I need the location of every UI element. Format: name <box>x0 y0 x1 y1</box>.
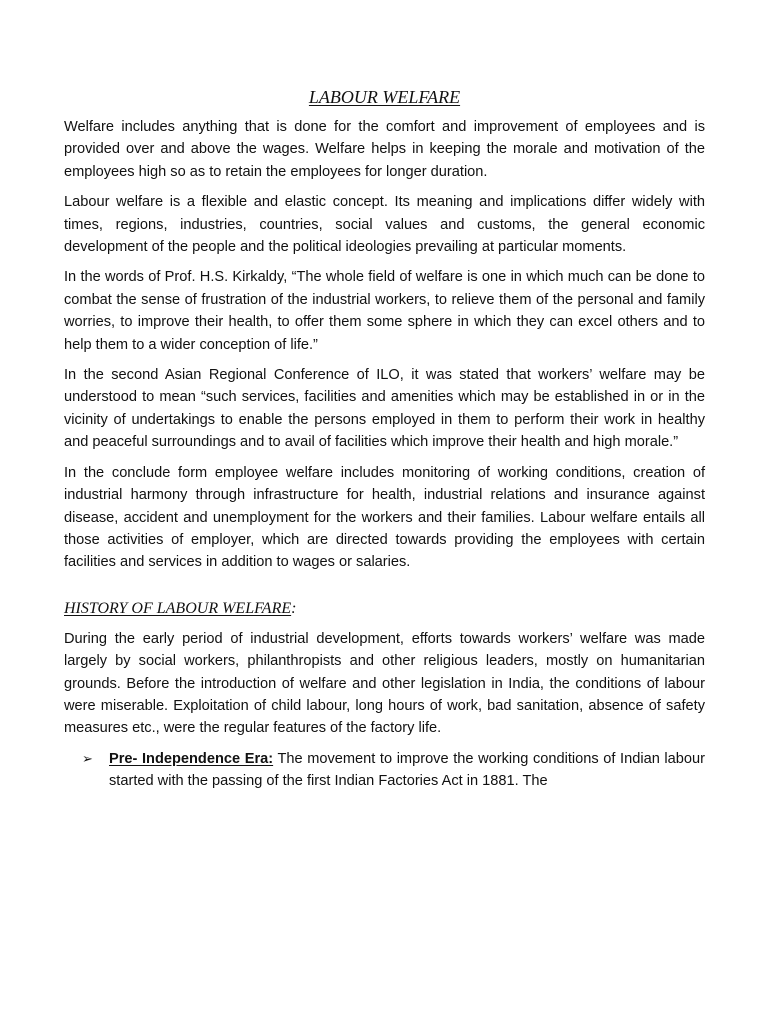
paragraph-conclusion: In the conclude form employee welfare includes monitoring of working conditions, creation of industrial harmony through infrastructure for health, industrial relations and insurance against disease, accident and unemployment for the workers and their families. Labour welfare entails all those activities of employer, which are directed towards providing the employees with certain facilities and services in addition to wages or salaries. <box>64 464 705 571</box>
paragraph-flexible-concept: Labour welfare is a flexible and elastic concept. Its meaning and implications differ widely with times, regions, industries, countries, social values and customs, the general economic development of the people and the political ideologies prevailing at particular moments. <box>64 194 705 256</box>
bullet-pre-independence <box>64 748 705 793</box>
history-heading-text: HISTORY OF LABOUR WELFARE <box>64 599 292 617</box>
arrow-bullet-icon: ➢ <box>82 750 93 766</box>
paragraph-kirkaldy-quote: In the words of Prof. H.S. Kirkaldy, “The whole field of welfare is one in which much can be done to combat the sense of frustration of the industrial workers, to relieve them of the personal and family worries, to improve their health, to offer them some sphere in which they can excel others and to help them to a wider conception of life.” <box>64 269 705 353</box>
paragraph-history: During the early period of industrial development, efforts towards workers’ welfare was made largely by social workers, philanthropists and other religious leaders, mostly on humanitarian grounds. Before the introduction of welfare and other legislation in India, the conditions of labour were miserable. Exploitation of child labour, long hours of work, bad sanitation, absence of safety measures etc., were the regular features of the factory life. <box>64 630 705 737</box>
history-heading-colon: : <box>291 599 297 617</box>
paragraph-ilo-conference: In the second Asian Regional Conference of ILO, it was stated that workers’ welfare may be understood to mean “such services, facilities and amenities which may be established in or in the vicinity of undertakings to enable the persons employed in them to perform their work in healthy and peaceful surroundings and to avail of facilities which improve their health and high morale.” <box>64 367 705 451</box>
history-heading <box>64 598 705 620</box>
bullet-text: The movement to improve the working conditions of Indian labour started with the passing of the first Indian Factories Act in 1881. The <box>109 750 705 790</box>
paragraph-welfare-definition: Welfare includes anything that is done for the comfort and improvement of employees and is provided over and above the wages. Welfare helps in keeping the morale and motivation of the employees high so as to retain the employees for longer duration. <box>64 119 705 180</box>
document-title: LABOUR WELFARE <box>308 87 461 107</box>
bullet-label: Pre- Independence Era: <box>109 750 274 767</box>
document-body <box>64 86 705 793</box>
